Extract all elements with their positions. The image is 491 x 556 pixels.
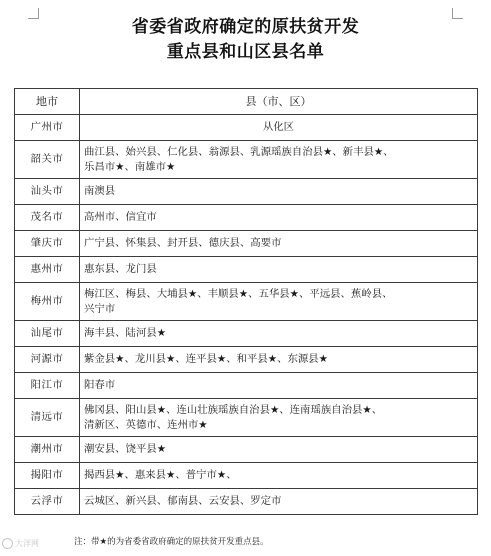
counties-cell: 高州市、信宜市 [80,205,478,231]
watermark [2,538,39,549]
counties-line: 清新区、英德市、连州市★ [84,418,208,431]
table-header-row [15,89,478,115]
city-cell: 清远市 [15,399,80,437]
table-row [15,179,478,205]
city-cell: 阳江市 [15,373,80,399]
table-row [15,489,478,515]
counties-cell: 海丰县、陆河县★ [80,321,478,347]
counties-cell: 从化区 [80,115,478,141]
counties-cell: 揭西县★、惠来县★、普宁市★、 [80,463,478,489]
table-row [15,437,478,463]
watermark-logo-icon [2,538,13,549]
table-row [15,463,478,489]
counties-cell: 南澳县 [80,179,478,205]
document-title-line-2: 重点县和山区县名单 [166,42,325,62]
table-row [15,205,478,231]
city-cell: 韶关市 [15,141,80,179]
watermark-text: 大洋网 [15,539,39,548]
city-cell: 茂名市 [15,205,80,231]
counties-line: 曲江县、始兴县、仁化县、翁源县、乳源瑶族自治县★、新丰县★、 [84,145,394,158]
counties-cell: 惠东县、龙门县 [80,257,478,283]
table-row [15,373,478,399]
city-cell: 梅州市 [15,283,80,321]
header-counties: 县（市、区） [80,89,478,115]
city-cell: 肇庆市 [15,231,80,257]
document-title-line-1: 省委省政府确定的原扶贫开发 [131,17,360,37]
city-cell: 惠州市 [15,257,80,283]
county-list-table [14,88,478,515]
city-cell: 汕尾市 [15,321,80,347]
table-row [15,141,478,179]
city-cell: 河源市 [15,347,80,373]
city-cell: 云浮市 [15,489,80,515]
counties-line: 佛冈县、阳山县★、连山壮族瑶族自治县★、连南瑶族自治县★、 [84,403,383,416]
counties-line: 梅江区、梅县、大埔县★、丰顺县★、五华县★、平远县、蕉岭县、 [84,287,393,300]
counties-cell: 云城区、新兴县、郁南县、云安县、罗定市 [80,489,478,515]
table-row [15,399,478,437]
header-city: 地市 [15,89,80,115]
city-cell: 揭阳市 [15,463,80,489]
footnote: 注：带★的为省委省政府确定的原扶贫开发重点县。 [74,537,269,547]
counties-cell: 广宁县、怀集县、封开县、德庆县、高要市 [80,231,478,257]
table-row [15,231,478,257]
table-row [15,115,478,141]
counties-cell: 阳春市 [80,373,478,399]
city-cell: 潮州市 [15,437,80,463]
table-row [15,257,478,283]
counties-cell [80,283,478,321]
city-cell: 汕头市 [15,179,80,205]
counties-cell: 潮安县、饶平县★ [80,437,478,463]
counties-cell [80,141,478,179]
counties-line: 乐昌市★、南雄市★ [84,160,176,173]
counties-line: 兴宁市 [84,302,116,315]
table-row [15,321,478,347]
counties-cell [80,399,478,437]
table-row [15,347,478,373]
table-row [15,283,478,321]
city-cell: 广州市 [15,115,80,141]
counties-cell: 紫金县★、龙川县★、连平县★、和平县★、东源县★ [80,347,478,373]
